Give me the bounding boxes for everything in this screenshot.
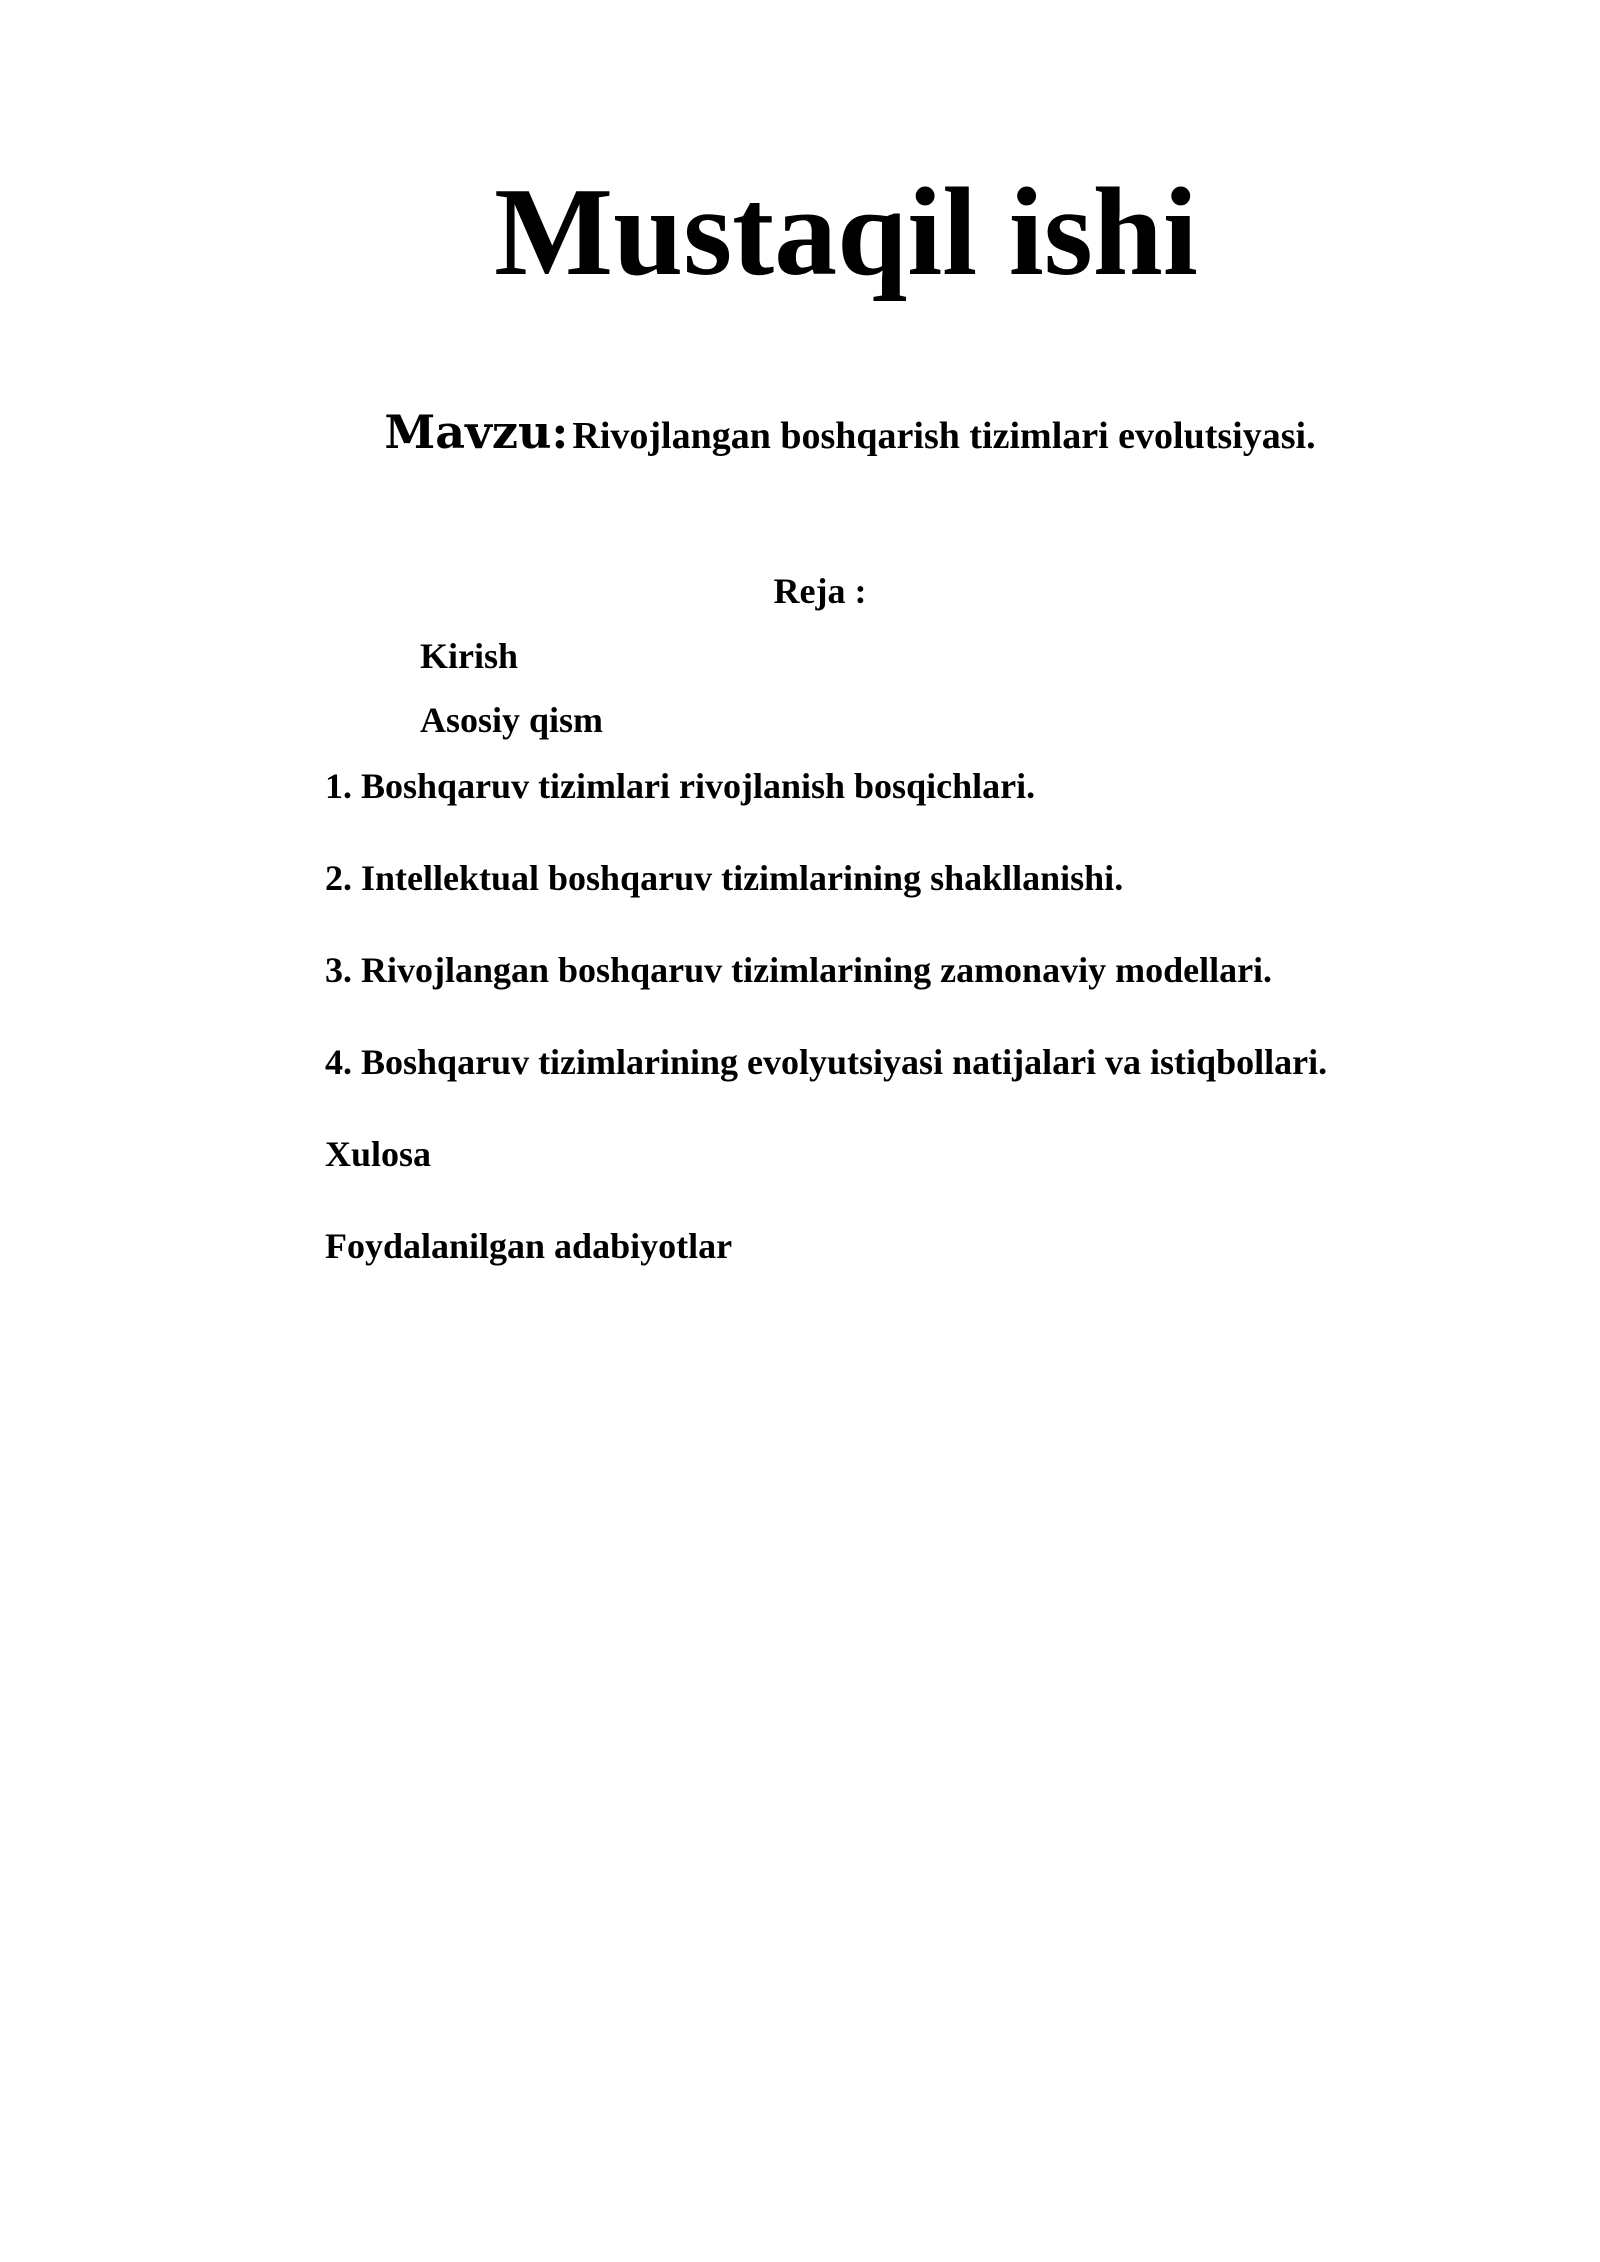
- plan-main-part: Asosiy qism: [420, 700, 604, 740]
- document-title: Mustaqil ishi: [494, 163, 1198, 302]
- plan-intro: Kirish: [420, 636, 519, 676]
- plan-item-2: 2. Intellektual boshqaruv tizimlarining shakllanishi.: [325, 858, 1124, 898]
- topic-label: Mavzu:: [384, 405, 569, 459]
- topic-text: Rivojlangan boshqarish tizimlari evolutsiyasi.: [572, 415, 1316, 457]
- topic-line: [0, 400, 1600, 476]
- plan-item-3: 3. Rivojlangan boshqaruv tizimlarining zamonaviy modellari.: [325, 950, 1273, 990]
- plan-item-1: 1. Boshqaruv tizimlari rivojlanish bosqichlari.: [325, 766, 1036, 806]
- plan-conclusion: Xulosa: [325, 1134, 432, 1174]
- plan-references: Foydalanilgan adabiyotlar: [325, 1226, 733, 1266]
- plan-heading: Reja :: [773, 571, 867, 611]
- plan-item-4: 4. Boshqaruv tizimlarining evolyutsiyasi natijalari va istiqbollari.: [325, 1042, 1328, 1082]
